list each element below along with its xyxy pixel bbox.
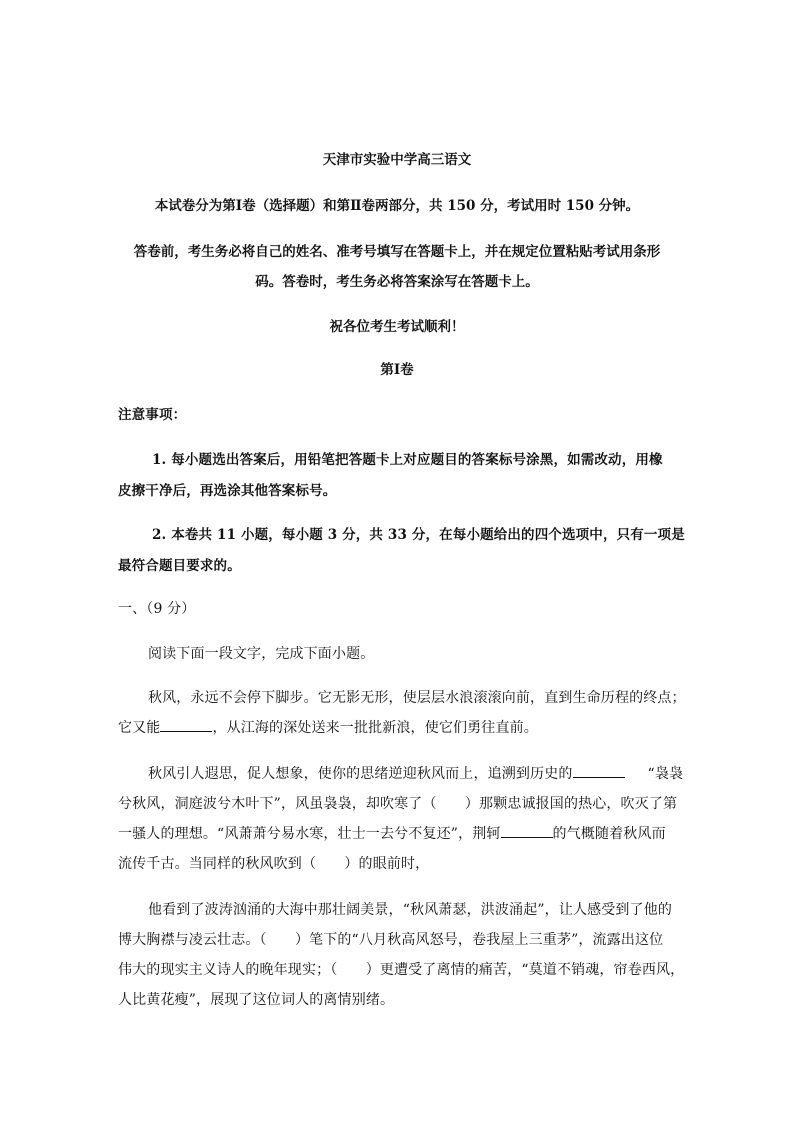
exam-intro: 本试卷分为第Ⅰ卷（选择题）和第Ⅱ卷两部分，共 150 分，考试用时 150 分钟。 [154, 198, 640, 214]
note-item-1-line-2: 皮擦干净后，再选涂其他答案标号。 [118, 483, 337, 499]
reading-directive: 阅读下面一段文字，完成下面小题。 [148, 646, 375, 662]
wish-text: 祝各位考生考试顺利！ [329, 319, 465, 335]
text-segment: 一骚人的理想。“风萧萧兮易水寒，壮士一去兮不复还”，荆轲 [118, 826, 501, 842]
instruction-line-1: 答卷前，考生务必将自己的姓名、准考号填写在答题卡上，并在规定位置粘贴考试用条形 [133, 244, 661, 260]
paragraph-3-line-4: 人比黄花瘦”，展现了这位词人的离情别绪。 [118, 992, 395, 1008]
fill-blank [573, 767, 625, 778]
note-item-1-line-1: 1. 每小题选出答案后，用铅笔把答题卡上对应题目的答案标号涂黑，如需改动，用橡 [152, 452, 663, 468]
fill-blank [501, 827, 553, 838]
paragraph-1-line-1: 秋风，永远不会停下脚步。它无影无形，使层层水浪滚滚向前，直到生命历程的终点； [148, 690, 686, 706]
text-segment: “袅袅 [647, 766, 684, 782]
note-item-2-line-1: 2. 本卷共 11 小题，每小题 3 分，共 33 分，在每小题给出的四个选项中，只有一项是 [152, 527, 685, 543]
paragraph-2-line-3 [118, 823, 678, 843]
volume-title: 第Ⅰ卷 [380, 362, 414, 378]
paragraph-3-line-2: 博大胸襟与凌云壮志。（ ）笔下的“八月秋高风怒号，卷我屋上三重茅”，流露出这位 [118, 932, 664, 948]
paragraph-1-line-2 [118, 717, 678, 737]
text-segment: 秋风引人遐思，促人想象，使你的思绪逆迎秋风而上，追溯到历史的 [148, 766, 573, 782]
notes-heading: 注意事项： [118, 407, 187, 423]
paragraph-2-line-2: 兮秋风，洞庭波兮木叶下”，风虽袅袅，却吹寒了（ ）那颗忠诚报国的热心，吹灭了第 [118, 796, 678, 812]
paragraph-2-line-1 [148, 763, 684, 783]
instruction-line-2: 码。答卷时，考生务必将答案涂写在答题卡上。 [255, 274, 539, 290]
text-segment: 的气概随着秋风而 [552, 826, 666, 842]
exam-title: 天津市实验中学高三语文 [322, 152, 472, 168]
text-segment: 它又能 [118, 720, 161, 736]
paragraph-2-line-4: 流传千古。当同样的秋风吹到（ ）的眼前时， [118, 856, 430, 872]
note-item-2-line-2: 最符合题目要求的。 [118, 558, 241, 574]
text-segment: ，从江海的深处送来一批批新浪，使它们勇往直前。 [212, 720, 538, 736]
section-heading: 一、（9 分） [118, 601, 196, 617]
paragraph-3-line-1: 他看到了波涛汹涌的大海中那壮阔美景，“秋风萧瑟，洪波涌起”，让人感受到了他的 [148, 902, 673, 918]
paragraph-3-line-3: 伟大的现实主义诗人的晚年现实；（ ）更遭受了离情的痛苦，“莫道不销魂，帘卷西风， [118, 962, 685, 978]
fill-blank [160, 721, 212, 732]
